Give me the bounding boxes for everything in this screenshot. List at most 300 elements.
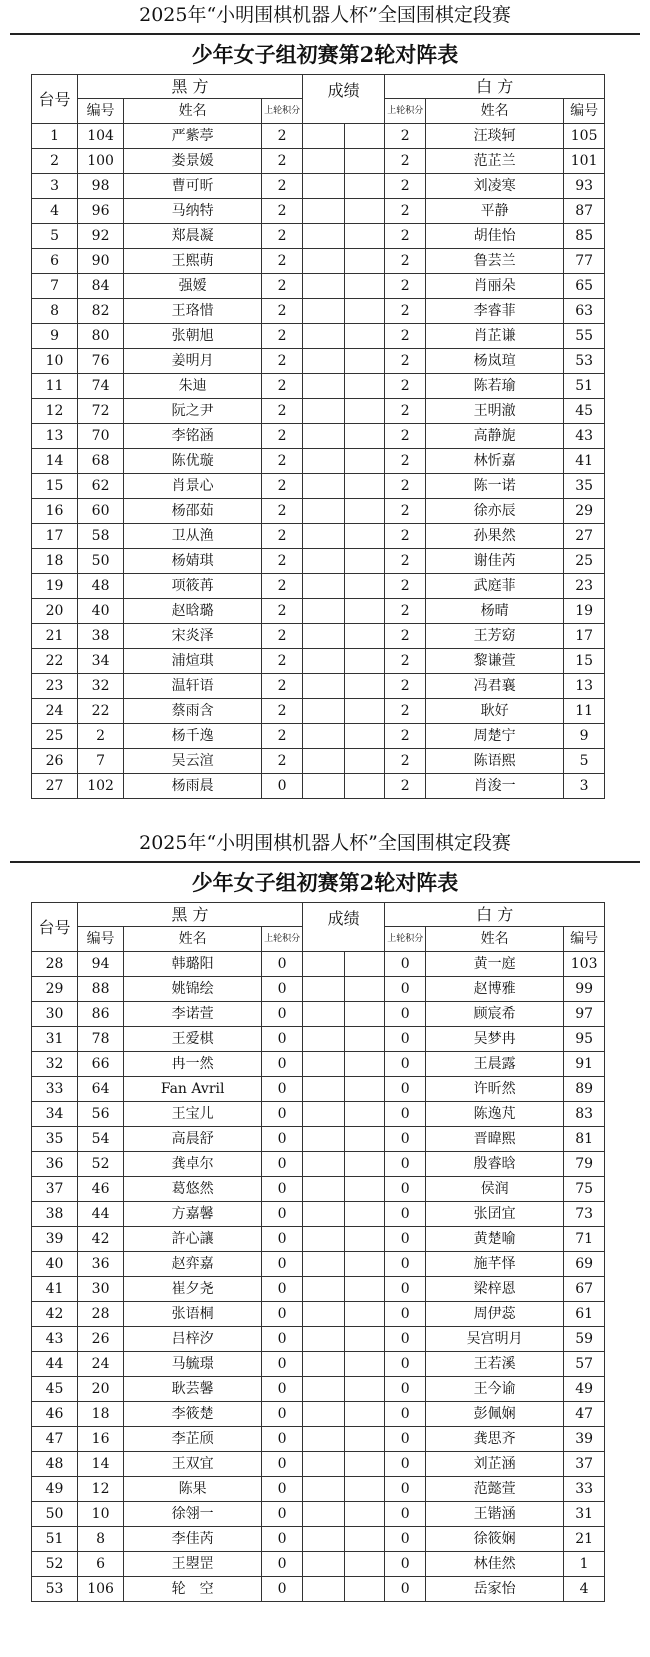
header-black-number: 编号 xyxy=(78,927,124,952)
white-prev-score-cell: 2 xyxy=(385,224,426,249)
result-black-cell xyxy=(302,1352,344,1377)
result-black-cell xyxy=(302,1227,344,1252)
black-prev-score-cell: 0 xyxy=(262,1527,303,1552)
white-number-cell: 83 xyxy=(564,1102,605,1127)
table-row xyxy=(32,274,605,299)
white-name-cell: 彭佩娴 xyxy=(426,1402,564,1427)
white-name-cell: 陈语熙 xyxy=(426,749,564,774)
header-black: 黑 方 xyxy=(78,75,303,99)
white-number-cell: 1 xyxy=(564,1552,605,1577)
table-no-cell: 24 xyxy=(32,699,78,724)
result-white-cell xyxy=(344,299,385,324)
table-no-cell: 26 xyxy=(32,749,78,774)
white-name-cell: 孙果然 xyxy=(426,524,564,549)
white-name-cell: 武庭菲 xyxy=(426,574,564,599)
white-number-cell: 67 xyxy=(564,1277,605,1302)
result-black-cell xyxy=(302,524,344,549)
table-row xyxy=(32,952,605,977)
result-white-cell xyxy=(344,574,385,599)
black-name-cell: 郑晨凝 xyxy=(124,224,262,249)
table-no-cell: 32 xyxy=(32,1052,78,1077)
event-title: 2025年“小明围棋机器人杯”全国围棋定段赛 xyxy=(139,832,511,854)
black-name-cell: 杨雨晨 xyxy=(124,774,262,799)
result-black-cell xyxy=(302,474,344,499)
result-black-cell xyxy=(302,1277,344,1302)
result-black-cell xyxy=(302,599,344,624)
table-no-cell: 22 xyxy=(32,649,78,674)
white-name-cell: 平静 xyxy=(426,199,564,224)
white-number-cell: 23 xyxy=(564,574,605,599)
black-name-cell: 王双宜 xyxy=(124,1452,262,1477)
white-name-cell: 岳家怡 xyxy=(426,1577,564,1602)
result-black-cell xyxy=(302,1127,344,1152)
result-black-cell xyxy=(302,1377,344,1402)
table-no-cell: 52 xyxy=(32,1552,78,1577)
header-black-name: 姓名 xyxy=(124,99,262,124)
black-name-cell: 朱迪 xyxy=(124,374,262,399)
white-number-cell: 81 xyxy=(564,1127,605,1152)
white-prev-score-cell: 2 xyxy=(385,249,426,274)
black-number-cell: 102 xyxy=(78,774,124,799)
white-name-cell: 徐筱娴 xyxy=(426,1527,564,1552)
white-number-cell: 47 xyxy=(564,1402,605,1427)
black-prev-score-cell: 2 xyxy=(262,399,303,424)
black-prev-score-cell: 0 xyxy=(262,1402,303,1427)
table-no-cell: 3 xyxy=(32,174,78,199)
result-white-cell xyxy=(344,624,385,649)
black-name-cell: 李芷颀 xyxy=(124,1427,262,1452)
table-no-cell: 28 xyxy=(32,952,78,977)
white-prev-score-cell: 0 xyxy=(385,1377,426,1402)
header-table-no: 台号 xyxy=(32,75,78,124)
black-name-cell: 方嘉馨 xyxy=(124,1202,262,1227)
white-name-cell: 王锴涵 xyxy=(426,1502,564,1527)
white-number-cell: 55 xyxy=(564,324,605,349)
white-number-cell: 15 xyxy=(564,649,605,674)
black-name-cell: 韩璐阳 xyxy=(124,952,262,977)
black-number-cell: 92 xyxy=(78,224,124,249)
result-white-cell xyxy=(344,977,385,1002)
white-name-cell: 顾宸希 xyxy=(426,1002,564,1027)
table-no-cell: 19 xyxy=(32,574,78,599)
black-prev-score-cell: 2 xyxy=(262,274,303,299)
result-black-cell xyxy=(302,1252,344,1277)
result-white-cell xyxy=(344,749,385,774)
white-number-cell: 5 xyxy=(564,749,605,774)
black-prev-score-cell: 0 xyxy=(262,1352,303,1377)
white-number-cell: 95 xyxy=(564,1027,605,1052)
white-prev-score-cell: 0 xyxy=(385,1427,426,1452)
result-black-cell xyxy=(302,1302,344,1327)
black-name-cell: 娄景媛 xyxy=(124,149,262,174)
white-prev-score-cell: 0 xyxy=(385,1327,426,1352)
result-white-cell xyxy=(344,1202,385,1227)
header-black-number: 编号 xyxy=(78,99,124,124)
black-name-cell: 姜明月 xyxy=(124,349,262,374)
result-white-cell xyxy=(344,699,385,724)
white-prev-score-cell: 2 xyxy=(385,149,426,174)
table-no-cell: 41 xyxy=(32,1277,78,1302)
result-white-cell xyxy=(344,474,385,499)
black-name-cell: 冉一然 xyxy=(124,1052,262,1077)
table-row xyxy=(32,1052,605,1077)
black-number-cell: 54 xyxy=(78,1127,124,1152)
black-number-cell: 104 xyxy=(78,124,124,149)
result-black-cell xyxy=(302,399,344,424)
pairing-rows xyxy=(32,952,605,1602)
black-prev-score-cell: 2 xyxy=(262,449,303,474)
white-prev-score-cell: 2 xyxy=(385,174,426,199)
white-number-cell: 25 xyxy=(564,549,605,574)
white-number-cell: 99 xyxy=(564,977,605,1002)
table-row xyxy=(32,1552,605,1577)
white-name-cell: 陈逸芃 xyxy=(426,1102,564,1127)
result-black-cell xyxy=(302,674,344,699)
table-no-cell: 30 xyxy=(32,1002,78,1027)
black-number-cell: 20 xyxy=(78,1377,124,1402)
result-white-cell xyxy=(344,349,385,374)
black-name-cell: 杨婧琪 xyxy=(124,549,262,574)
result-black-cell xyxy=(302,174,344,199)
table-no-cell: 12 xyxy=(32,399,78,424)
result-black-cell xyxy=(302,952,344,977)
table-no-cell: 18 xyxy=(32,549,78,574)
table-row xyxy=(32,1177,605,1202)
table-row xyxy=(32,1577,605,1602)
table-row xyxy=(32,524,605,549)
black-number-cell: 30 xyxy=(78,1277,124,1302)
white-name-cell: 林忻嘉 xyxy=(426,449,564,474)
black-number-cell: 106 xyxy=(78,1577,124,1602)
white-name-cell: 鲁芸兰 xyxy=(426,249,564,274)
result-white-cell xyxy=(344,249,385,274)
white-prev-score-cell: 0 xyxy=(385,1402,426,1427)
header-white-name: 姓名 xyxy=(426,99,564,124)
black-number-cell: 10 xyxy=(78,1502,124,1527)
header-white-number: 编号 xyxy=(564,99,605,124)
table-no-cell: 49 xyxy=(32,1477,78,1502)
result-black-cell xyxy=(302,699,344,724)
white-prev-score-cell: 0 xyxy=(385,977,426,1002)
black-number-cell: 100 xyxy=(78,149,124,174)
black-prev-score-cell: 0 xyxy=(262,1002,303,1027)
white-name-cell: 黄楚喻 xyxy=(426,1227,564,1252)
black-name-cell: 项筱苒 xyxy=(124,574,262,599)
result-black-cell xyxy=(302,449,344,474)
white-prev-score-cell: 2 xyxy=(385,399,426,424)
result-white-cell xyxy=(344,124,385,149)
black-prev-score-cell: 2 xyxy=(262,174,303,199)
black-number-cell: 46 xyxy=(78,1177,124,1202)
black-prev-score-cell: 2 xyxy=(262,199,303,224)
black-name-cell: 杨千逸 xyxy=(124,724,262,749)
white-number-cell: 85 xyxy=(564,224,605,249)
header-white-name: 姓名 xyxy=(426,927,564,952)
table-no-cell: 8 xyxy=(32,299,78,324)
table-row xyxy=(32,349,605,374)
black-number-cell: 56 xyxy=(78,1102,124,1127)
result-white-cell xyxy=(344,374,385,399)
black-number-cell: 50 xyxy=(78,549,124,574)
result-black-cell xyxy=(302,1327,344,1352)
white-prev-score-cell: 2 xyxy=(385,349,426,374)
result-black-cell xyxy=(302,624,344,649)
black-name-cell: 王珞惜 xyxy=(124,299,262,324)
black-prev-score-cell: 0 xyxy=(262,1102,303,1127)
result-black-cell xyxy=(302,1027,344,1052)
black-prev-score-cell: 0 xyxy=(262,952,303,977)
black-number-cell: 64 xyxy=(78,1077,124,1102)
black-prev-score-cell: 0 xyxy=(262,1452,303,1477)
result-white-cell xyxy=(344,952,385,977)
black-prev-score-cell: 2 xyxy=(262,424,303,449)
black-number-cell: 60 xyxy=(78,499,124,524)
header-white-prev-score: 上轮积分 xyxy=(385,99,426,124)
table-row xyxy=(32,1527,605,1552)
header-black-name: 姓名 xyxy=(124,927,262,952)
white-number-cell: 89 xyxy=(564,1077,605,1102)
result-white-cell xyxy=(344,674,385,699)
black-number-cell: 22 xyxy=(78,699,124,724)
white-name-cell: 侯润 xyxy=(426,1177,564,1202)
black-name-cell: 葛悠然 xyxy=(124,1177,262,1202)
table-no-cell: 40 xyxy=(32,1252,78,1277)
result-white-cell xyxy=(344,549,385,574)
white-number-cell: 17 xyxy=(564,624,605,649)
black-prev-score-cell: 0 xyxy=(262,1027,303,1052)
white-name-cell: 胡佳怡 xyxy=(426,224,564,249)
white-prev-score-cell: 2 xyxy=(385,449,426,474)
result-black-cell xyxy=(302,749,344,774)
table-no-cell: 45 xyxy=(32,1377,78,1402)
white-number-cell: 91 xyxy=(564,1052,605,1077)
white-prev-score-cell: 0 xyxy=(385,1202,426,1227)
result-white-cell xyxy=(344,1427,385,1452)
result-black-cell xyxy=(302,424,344,449)
white-number-cell: 79 xyxy=(564,1152,605,1177)
black-number-cell: 82 xyxy=(78,299,124,324)
result-white-cell xyxy=(344,1402,385,1427)
black-prev-score-cell: 2 xyxy=(262,499,303,524)
black-number-cell: 12 xyxy=(78,1477,124,1502)
table-no-cell: 27 xyxy=(32,774,78,799)
white-name-cell: 许昕然 xyxy=(426,1077,564,1102)
header-white: 白 方 xyxy=(385,903,605,927)
result-white-cell xyxy=(344,1527,385,1552)
result-white-cell xyxy=(344,1177,385,1202)
black-number-cell: 36 xyxy=(78,1252,124,1277)
black-prev-score-cell: 2 xyxy=(262,249,303,274)
result-black-cell xyxy=(302,299,344,324)
table-row xyxy=(32,649,605,674)
result-black-cell xyxy=(302,549,344,574)
white-name-cell: 吴宫明月 xyxy=(426,1327,564,1352)
table-row xyxy=(32,499,605,524)
black-name-cell: 吕梓汐 xyxy=(124,1327,262,1352)
table-row xyxy=(32,299,605,324)
table-no-cell: 25 xyxy=(32,724,78,749)
white-prev-score-cell: 0 xyxy=(385,1052,426,1077)
black-number-cell: 62 xyxy=(78,474,124,499)
white-prev-score-cell: 0 xyxy=(385,1552,426,1577)
table-row xyxy=(32,1152,605,1177)
result-white-cell xyxy=(344,1502,385,1527)
black-number-cell: 44 xyxy=(78,1202,124,1227)
table-no-cell: 44 xyxy=(32,1352,78,1377)
table-row xyxy=(32,1127,605,1152)
white-prev-score-cell: 2 xyxy=(385,649,426,674)
white-prev-score-cell: 2 xyxy=(385,624,426,649)
table-row xyxy=(32,1252,605,1277)
black-prev-score-cell: 0 xyxy=(262,1077,303,1102)
black-prev-score-cell: 0 xyxy=(262,1577,303,1602)
black-prev-score-cell: 2 xyxy=(262,674,303,699)
black-name-cell: 高晨舒 xyxy=(124,1127,262,1152)
black-prev-score-cell: 0 xyxy=(262,1052,303,1077)
result-black-cell xyxy=(302,199,344,224)
white-name-cell: 陈一诺 xyxy=(426,474,564,499)
result-white-cell xyxy=(344,1302,385,1327)
table-no-cell: 50 xyxy=(32,1502,78,1527)
result-white-cell xyxy=(344,324,385,349)
table-no-cell: 5 xyxy=(32,224,78,249)
result-white-cell xyxy=(344,499,385,524)
black-prev-score-cell: 2 xyxy=(262,699,303,724)
header-result: 成绩 xyxy=(302,75,384,124)
table-row xyxy=(32,399,605,424)
black-name-cell: 李筱楚 xyxy=(124,1402,262,1427)
table-row xyxy=(32,1452,605,1477)
table-no-cell: 14 xyxy=(32,449,78,474)
result-white-cell xyxy=(344,1252,385,1277)
white-prev-score-cell: 0 xyxy=(385,1452,426,1477)
black-number-cell: 6 xyxy=(78,1552,124,1577)
white-prev-score-cell: 0 xyxy=(385,1577,426,1602)
table-row xyxy=(32,424,605,449)
result-black-cell xyxy=(302,1502,344,1527)
white-number-cell: 69 xyxy=(564,1252,605,1277)
white-number-cell: 9 xyxy=(564,724,605,749)
result-black-cell xyxy=(302,1552,344,1577)
white-prev-score-cell: 2 xyxy=(385,199,426,224)
result-black-cell xyxy=(302,1577,344,1602)
result-white-cell xyxy=(344,1277,385,1302)
title-divider xyxy=(10,33,640,35)
black-name-cell: 蔡雨含 xyxy=(124,699,262,724)
table-no-cell: 53 xyxy=(32,1577,78,1602)
black-prev-score-cell: 0 xyxy=(262,1252,303,1277)
black-number-cell: 84 xyxy=(78,274,124,299)
white-number-cell: 3 xyxy=(564,774,605,799)
white-prev-score-cell: 0 xyxy=(385,952,426,977)
table-row xyxy=(32,174,605,199)
black-name-cell: 徐翎一 xyxy=(124,1502,262,1527)
result-white-cell xyxy=(344,1452,385,1477)
black-name-cell: 吴云渲 xyxy=(124,749,262,774)
result-black-cell xyxy=(302,977,344,1002)
black-name-cell: 浦煊琪 xyxy=(124,649,262,674)
white-prev-score-cell: 0 xyxy=(385,1352,426,1377)
white-number-cell: 105 xyxy=(564,124,605,149)
white-name-cell: 杨岚瑄 xyxy=(426,349,564,374)
black-prev-score-cell: 0 xyxy=(262,1502,303,1527)
result-black-cell xyxy=(302,124,344,149)
white-number-cell: 37 xyxy=(564,1452,605,1477)
white-name-cell: 黄一庭 xyxy=(426,952,564,977)
white-prev-score-cell: 2 xyxy=(385,674,426,699)
black-number-cell: 38 xyxy=(78,624,124,649)
table-row xyxy=(32,474,605,499)
black-number-cell: 74 xyxy=(78,374,124,399)
black-prev-score-cell: 2 xyxy=(262,574,303,599)
table-row xyxy=(32,549,605,574)
white-number-cell: 27 xyxy=(564,524,605,549)
result-white-cell xyxy=(344,1227,385,1252)
white-number-cell: 77 xyxy=(564,249,605,274)
header-black-prev-score: 上轮积分 xyxy=(262,99,303,124)
result-white-cell xyxy=(344,1552,385,1577)
black-prev-score-cell: 0 xyxy=(262,1277,303,1302)
white-prev-score-cell: 2 xyxy=(385,549,426,574)
black-number-cell: 70 xyxy=(78,424,124,449)
result-black-cell xyxy=(302,1427,344,1452)
table-no-cell: 42 xyxy=(32,1302,78,1327)
table-row xyxy=(32,1227,605,1252)
white-name-cell: 王晨露 xyxy=(426,1052,564,1077)
result-white-cell xyxy=(344,1352,385,1377)
table-row xyxy=(32,977,605,1002)
result-black-cell xyxy=(302,1152,344,1177)
table-no-cell: 35 xyxy=(32,1127,78,1152)
white-number-cell: 71 xyxy=(564,1227,605,1252)
black-prev-score-cell: 2 xyxy=(262,124,303,149)
table-row xyxy=(32,1277,605,1302)
result-white-cell xyxy=(344,424,385,449)
white-name-cell: 高静旎 xyxy=(426,424,564,449)
result-white-cell xyxy=(344,599,385,624)
black-number-cell: 32 xyxy=(78,674,124,699)
white-number-cell: 21 xyxy=(564,1527,605,1552)
header-black-prev-score: 上轮积分 xyxy=(262,927,303,952)
white-name-cell: 王若溪 xyxy=(426,1352,564,1377)
black-name-cell: 赵晗璐 xyxy=(124,599,262,624)
table-no-cell: 15 xyxy=(32,474,78,499)
result-black-cell xyxy=(302,1402,344,1427)
table-no-cell: 4 xyxy=(32,199,78,224)
header-result: 成绩 xyxy=(302,903,384,952)
black-name-cell: 宋炎泽 xyxy=(124,624,262,649)
result-white-cell xyxy=(344,724,385,749)
white-prev-score-cell: 2 xyxy=(385,749,426,774)
black-prev-score-cell: 0 xyxy=(262,1177,303,1202)
white-prev-score-cell: 0 xyxy=(385,1077,426,1102)
black-name-cell: 曹可昕 xyxy=(124,174,262,199)
white-number-cell: 39 xyxy=(564,1427,605,1452)
table-no-cell: 38 xyxy=(32,1202,78,1227)
table-row xyxy=(32,224,605,249)
pairing-rows xyxy=(32,124,605,799)
white-prev-score-cell: 0 xyxy=(385,1277,426,1302)
black-prev-score-cell: 0 xyxy=(262,1427,303,1452)
white-number-cell: 87 xyxy=(564,199,605,224)
black-prev-score-cell: 0 xyxy=(262,1377,303,1402)
result-white-cell xyxy=(344,1577,385,1602)
black-name-cell: 温轩语 xyxy=(124,674,262,699)
black-name-cell: 轮 空 xyxy=(124,1577,262,1602)
white-name-cell: 王明澈 xyxy=(426,399,564,424)
white-prev-score-cell: 0 xyxy=(385,1002,426,1027)
table-row xyxy=(32,1027,605,1052)
